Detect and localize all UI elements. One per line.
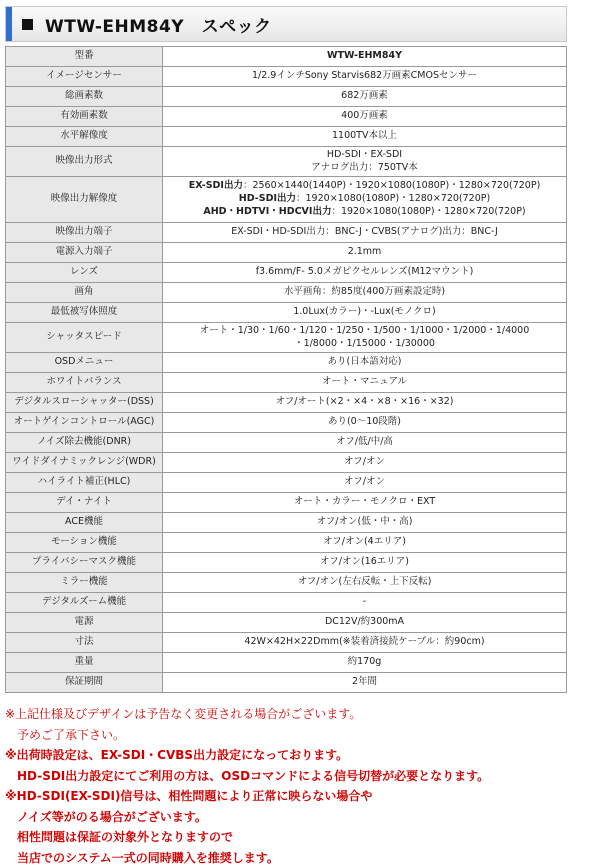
row-value: オフ/オン(低・中・高) <box>163 513 567 533</box>
row-label: 画角 <box>6 283 163 303</box>
row-label: ハイライト補正(HLC) <box>6 473 163 493</box>
table-row <box>6 177 567 223</box>
notes-section <box>5 704 585 868</box>
row-label: ミラー機能 <box>6 573 163 593</box>
table-row <box>6 513 567 533</box>
row-label: 保証期間 <box>6 673 163 693</box>
table-row <box>6 533 567 553</box>
table-row <box>6 47 567 67</box>
row-label: ノイズ除去機能(DNR) <box>6 433 163 453</box>
row-value: 1100TV本以上 <box>163 127 567 147</box>
row-value: EX-SDI出力：2560×1440(1440P)・1920×1080(1080P)・1280×720(720P) HD-SDI出力：1920×1080(1080P)・1280×720(720P) AHD・HDTVI・HDCVI出力：1920×1080(1080P)・1280×720(720P) <box>163 177 567 223</box>
row-value: オート・1/30・1/60・1/120・1/250・1/500・1/1000・1/2000・1/4000 ・1/8000・1/15000・1/30000 <box>163 323 567 353</box>
table-row <box>6 127 567 147</box>
row-label: 寸法 <box>6 633 163 653</box>
row-value: f3.6mm/F- 5.0メガピクセルレンズ(M12マウント) <box>163 263 567 283</box>
page-title: WTW-EHM84Y スペック <box>45 12 272 37</box>
section-header <box>5 6 567 42</box>
table-row <box>6 87 567 107</box>
table-row <box>6 393 567 413</box>
row-value: HD-SDI・EX-SDI アナログ出力：750TV本 <box>163 147 567 177</box>
row-value: 1/2.9インチSony Starvis682万画素CMOSセンサー <box>163 67 567 87</box>
row-label: デイ・ナイト <box>6 493 163 513</box>
row-value: オート・カラー・モノクロ・EXT <box>163 493 567 513</box>
row-label: 有効画素数 <box>6 107 163 127</box>
row-label: デジタルスローシャッター(DSS) <box>6 393 163 413</box>
row-value: 42W×42H×22Dmm(※装着済接続ケーブル：約90cm) <box>163 633 567 653</box>
row-value: WTW-EHM84Y <box>163 47 567 67</box>
row-label: オートゲインコントロール(AGC) <box>6 413 163 433</box>
table-row <box>6 453 567 473</box>
row-value: DC12V/約300mA <box>163 613 567 633</box>
table-row <box>6 107 567 127</box>
row-label: 水平解像度 <box>6 127 163 147</box>
row-value: 水平画角：約85度(400万画素設定時) <box>163 283 567 303</box>
row-value: - <box>163 593 567 613</box>
table-row <box>6 263 567 283</box>
table-row <box>6 323 567 353</box>
table-row <box>6 673 567 693</box>
row-label: 重量 <box>6 653 163 673</box>
table-row <box>6 493 567 513</box>
note-line: ※出荷時設定は、EX-SDI・CVBS出力設定になっております。 <box>5 745 585 766</box>
header-accent-bar <box>6 7 12 41</box>
row-value: オフ/オン(16エリア) <box>163 553 567 573</box>
note-line: ノイズ等がのる場合がございます。 <box>5 807 585 828</box>
row-label: ワイドダイナミックレンジ(WDR) <box>6 453 163 473</box>
note-line: ※上記仕様及びデザインは予告なく変更される場合がございます。 <box>5 704 585 725</box>
row-label: ホワイトバランス <box>6 373 163 393</box>
note-line: HD-SDI出力設定にてご利用の方は、OSDコマンドによる信号切替が必要となります。 <box>5 766 585 787</box>
table-row <box>6 147 567 177</box>
row-value: EX-SDI・HD-SDI出力：BNC-J・CVBS(アナログ)出力：BNC-J <box>163 223 567 243</box>
row-label: OSDメニュー <box>6 353 163 373</box>
row-label: 映像出力端子 <box>6 223 163 243</box>
note-line: 相性問題は保証の対象外となりますので <box>5 827 585 848</box>
row-value: オフ/オン <box>163 453 567 473</box>
table-row <box>6 553 567 573</box>
table-row <box>6 473 567 493</box>
row-label: デジタルズーム機能 <box>6 593 163 613</box>
row-label: イメージセンサー <box>6 67 163 87</box>
row-label: レンズ <box>6 263 163 283</box>
note-line: 予めご了承下さい。 <box>5 725 585 746</box>
row-value: オフ/低/中/高 <box>163 433 567 453</box>
row-value: オフ/オン(4エリア) <box>163 533 567 553</box>
table-row <box>6 303 567 323</box>
table-row <box>6 613 567 633</box>
row-value: オフ/オート(×2・×4・×8・×16・×32) <box>163 393 567 413</box>
note-line: 当店でのシステム一式の同時購入を推奨します。 <box>5 848 585 868</box>
row-value: 1.0Lux(カラー)・-Lux(モノクロ) <box>163 303 567 323</box>
table-row <box>6 633 567 653</box>
table-row <box>6 433 567 453</box>
row-value: オフ/オン(左右反転・上下反転) <box>163 573 567 593</box>
row-label: プライバシーマスク機能 <box>6 553 163 573</box>
row-value: オート・マニュアル <box>163 373 567 393</box>
table-row <box>6 653 567 673</box>
row-value: 約170g <box>163 653 567 673</box>
row-label: 最低被写体照度 <box>6 303 163 323</box>
row-value: あり(日本語対応) <box>163 353 567 373</box>
row-value: 2年間 <box>163 673 567 693</box>
row-label: モーション機能 <box>6 533 163 553</box>
row-value: 682万画素 <box>163 87 567 107</box>
row-label: 総画素数 <box>6 87 163 107</box>
row-label: ACE機能 <box>6 513 163 533</box>
note-line: ※HD-SDI(EX-SDI)信号は、相性問題により正常に映らない場合や <box>5 786 585 807</box>
table-row <box>6 283 567 303</box>
row-value: 2.1mm <box>163 243 567 263</box>
row-label: 電源 <box>6 613 163 633</box>
table-row <box>6 223 567 243</box>
row-label: 型番 <box>6 47 163 67</box>
row-value: オフ/オン <box>163 473 567 493</box>
table-row <box>6 67 567 87</box>
row-value: あり(0〜10段階) <box>163 413 567 433</box>
table-row <box>6 413 567 433</box>
row-label: 電源入力端子 <box>6 243 163 263</box>
table-row <box>6 243 567 263</box>
table-row <box>6 573 567 593</box>
spec-table <box>5 46 567 693</box>
table-row <box>6 373 567 393</box>
row-value: 400万画素 <box>163 107 567 127</box>
row-label: 映像出力解像度 <box>6 177 163 223</box>
table-row <box>6 593 567 613</box>
square-bullet-icon <box>22 19 33 30</box>
row-label: 映像出力形式 <box>6 147 163 177</box>
row-label: シャッタスピード <box>6 323 163 353</box>
table-row <box>6 353 567 373</box>
